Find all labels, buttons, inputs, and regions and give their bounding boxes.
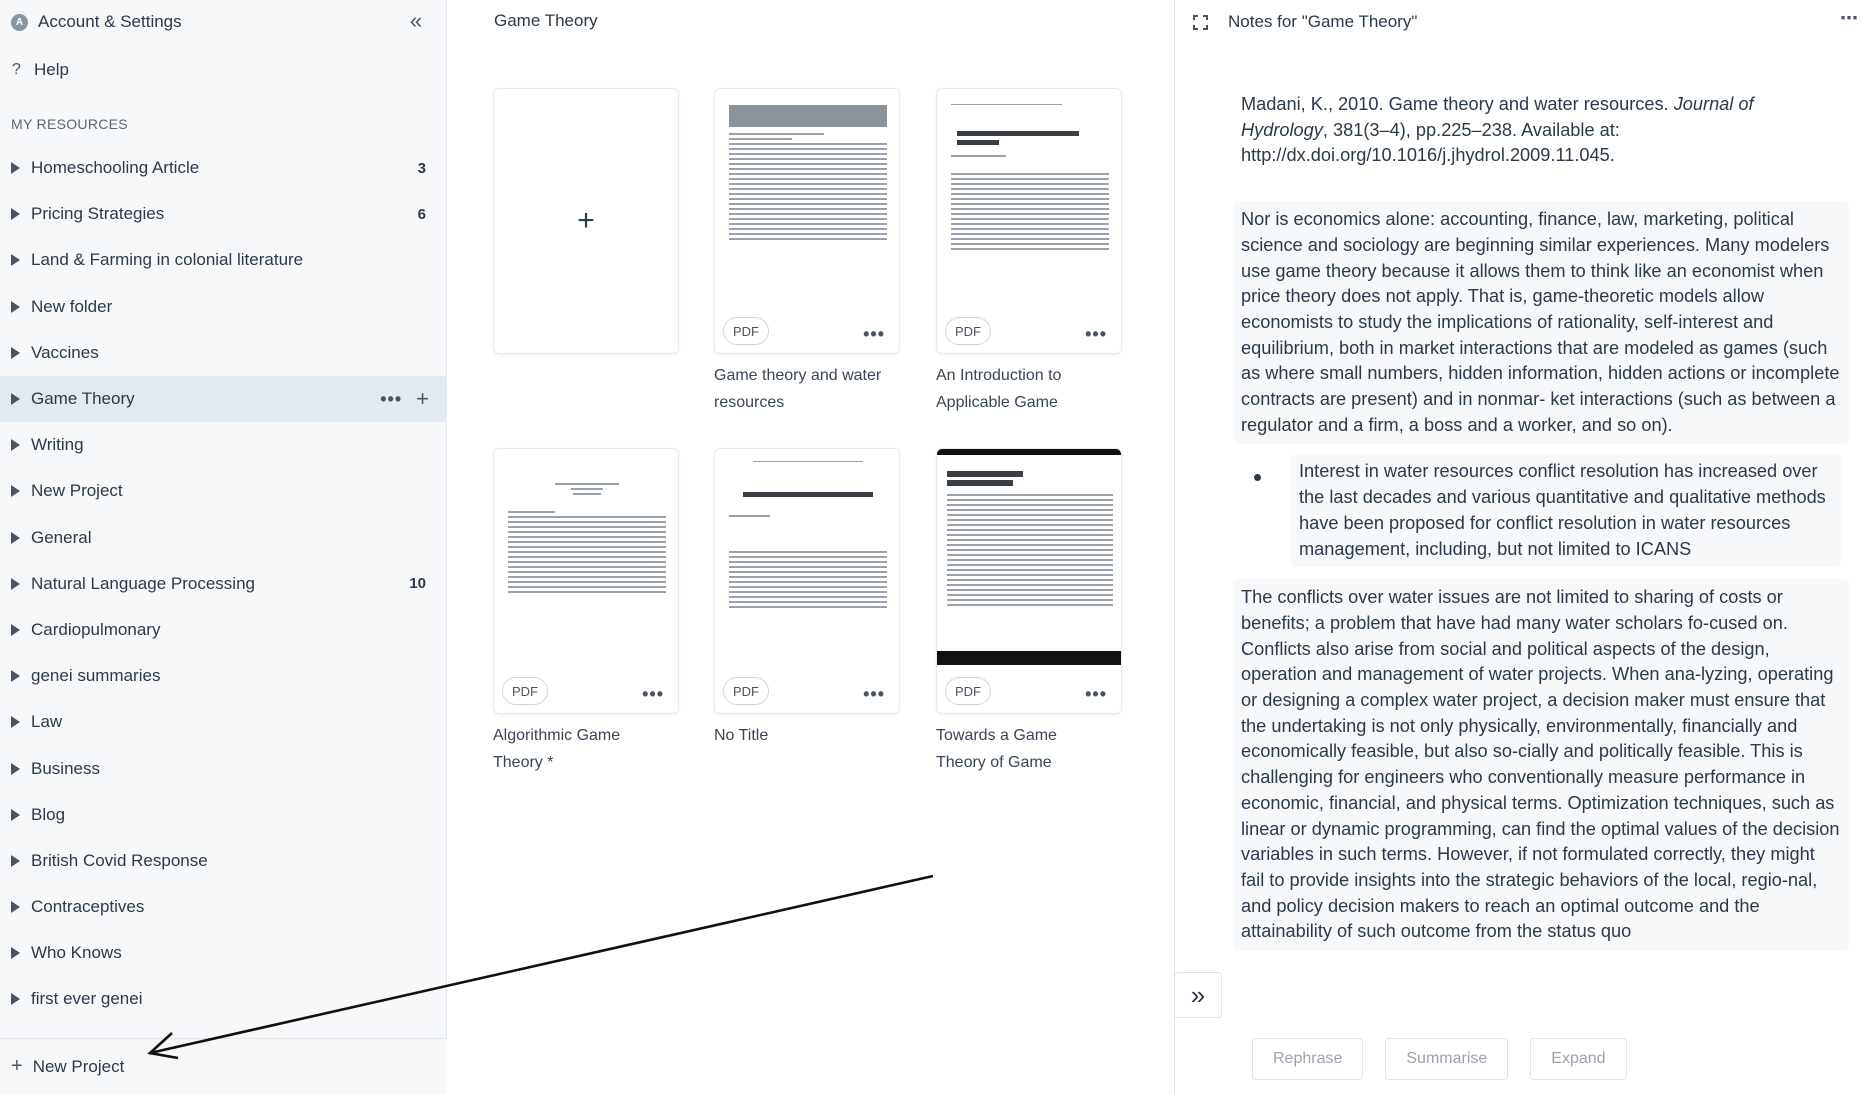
caret-right-icon[interactable] (11, 162, 20, 174)
pdf-badge: PDF (502, 677, 548, 705)
help-label: Help (34, 60, 69, 79)
notes-more-options-icon[interactable]: ⋯ (1840, 8, 1858, 28)
note-actions (1252, 1038, 1627, 1080)
caret-right-icon[interactable] (11, 763, 20, 775)
new-project-button[interactable] (0, 1038, 447, 1094)
more-options-icon[interactable]: ••• (863, 324, 885, 344)
folder-label: New Project (31, 481, 123, 501)
folder-item[interactable] (0, 838, 447, 884)
pdf-badge: PDF (723, 317, 769, 345)
folder-label: first ever genei (31, 989, 143, 1009)
citation-text: , 381(3–4), pp.225–238. Available at: http://dx.doi.org/10.1016/j.jhydrol.2009.11.045. (1241, 119, 1620, 166)
help-row[interactable] (0, 52, 69, 88)
help-icon: ? (12, 61, 21, 78)
folder-label: British Covid Response (31, 850, 208, 870)
more-options-icon[interactable]: ••• (1085, 324, 1107, 344)
folder-item-selected[interactable] (0, 376, 447, 422)
folder-count: 3 (417, 159, 426, 177)
caret-right-icon[interactable] (11, 624, 20, 636)
document-title-line: No Title (714, 727, 769, 744)
fullscreen-icon[interactable] (1193, 15, 1208, 30)
document-grid-panel (448, 0, 1174, 1094)
pdf-page-preview (937, 89, 1122, 321)
document-title[interactable] (493, 722, 693, 776)
folder-item[interactable] (0, 653, 447, 699)
folder-label: genei summaries (31, 666, 161, 686)
folder-label: Homeschooling Article (31, 158, 200, 178)
document-thumbnail[interactable] (714, 88, 900, 354)
folder-item[interactable] (0, 145, 447, 191)
folder-label: Who Knows (31, 943, 122, 963)
caret-right-icon[interactable] (11, 254, 20, 266)
folder-item[interactable] (0, 607, 447, 653)
document-card[interactable] (936, 448, 1122, 714)
document-thumbnail[interactable] (936, 88, 1122, 354)
new-project-label: New Project (32, 1056, 125, 1076)
thumbnail-footer (715, 673, 899, 713)
bullet-note (1241, 454, 1841, 567)
caret-right-icon[interactable] (11, 855, 20, 867)
sidebar (0, 0, 447, 1094)
caret-right-icon[interactable] (11, 393, 20, 405)
folder-item[interactable] (0, 191, 447, 237)
folder-item[interactable] (0, 561, 447, 607)
pdf-page-preview (715, 89, 900, 321)
folder-label: Natural Language Processing (31, 573, 255, 593)
plus-icon: + (11, 1055, 23, 1077)
thumbnail-footer (937, 673, 1121, 713)
notes-content[interactable] (1241, 92, 1841, 951)
document-card[interactable] (714, 448, 900, 714)
caret-right-icon[interactable] (11, 993, 20, 1005)
folder-count: 10 (409, 575, 426, 593)
citation-journal: Journal of Hydrology (1241, 94, 1754, 140)
summarise-button[interactable]: Summarise (1385, 1038, 1508, 1080)
document-title-line: Applicable Game (936, 394, 1058, 411)
caret-right-icon[interactable] (11, 901, 20, 913)
more-options-icon[interactable]: ••• (863, 684, 885, 704)
folder-count: 6 (417, 205, 426, 223)
pdf-badge: PDF (945, 317, 991, 345)
add-document-card[interactable] (493, 88, 679, 354)
more-options-icon[interactable]: ••• (380, 388, 403, 409)
caret-right-icon[interactable] (11, 301, 20, 313)
document-title[interactable] (714, 362, 914, 416)
caret-right-icon[interactable] (11, 347, 20, 359)
pdf-page-preview (494, 449, 679, 681)
folder-label: Pricing Strategies (31, 204, 165, 224)
folder-label: Land & Farming in colonial literature (31, 250, 304, 270)
caret-right-icon[interactable] (11, 947, 20, 959)
caret-right-icon[interactable] (11, 208, 20, 220)
document-card[interactable] (714, 88, 900, 354)
my-resources-heading: MY RESOURCES (11, 116, 128, 132)
folder-label: Law (31, 712, 63, 732)
document-thumbnail[interactable] (936, 448, 1122, 714)
more-options-icon[interactable]: ••• (1085, 684, 1107, 704)
account-avatar-icon: A (11, 14, 28, 31)
add-icon[interactable]: + (416, 386, 429, 412)
document-title-line: Theory of Game (936, 754, 1052, 771)
folder-label: Vaccines (31, 342, 99, 362)
collapse-sidebar-icon[interactable]: « (409, 8, 423, 33)
expand-panel-icon[interactable]: » (1174, 972, 1222, 1018)
pdf-badge: PDF (945, 677, 991, 705)
folder-item[interactable] (0, 330, 447, 376)
folder-item[interactable] (0, 792, 447, 838)
folder-item[interactable] (0, 422, 447, 468)
document-title-line: Theory * (493, 754, 554, 771)
content-fade (1240, 1000, 1864, 1040)
document-title[interactable] (714, 722, 914, 749)
note-block[interactable]: The conflicts over water issues are not limited to sharing of costs or benefits; a problem that have had many water scholars fo-cused on. Conflicts also arise from social and political aspects of the design, operation and management of water projects. When ana-lyzing, operating or designing a complex water project, a decision maker must ensure that the undertaking is not only physically, environmentally, financially and economically feasible, but also so-cially and politically feasible. This is challenging for engineers who conventionally measure performance in economic, financial, and physical terms. Optimization techniques, such as linear or dynamic programming, can find the optimal values of the decision variables in such terms. However, if not formulated correctly, they might fail to provide insights into the strategic behaviors of the local, regio-nal, and policy decision makers to reach an optimal outcome and the attainability of such outcome from the status quo (1233, 579, 1849, 951)
caret-right-icon[interactable] (11, 485, 20, 497)
note-block[interactable]: Nor is economics alone: accounting, finance, law, marketing, political science and sociology are beginning similar experiences. Many modelers use game theory because it allows them to think like an economist when price theory does not apply. That is, game-theoretic models allow economists to study the implications of rationality, self-interest and equilibrium, both in market interactions that are modeled as games (such as where small numbers, hidden information, hidden actions or incomplete contracts are present) and in nonmar- ket interactions (such as between a regulator and a firm, a boss and a worker, and so on). (1233, 201, 1849, 444)
folder-label: Game Theory (31, 389, 135, 409)
expand-button[interactable]: Expand (1530, 1038, 1626, 1080)
document-card[interactable] (493, 448, 679, 714)
folder-label: Blog (31, 804, 66, 824)
caret-right-icon[interactable] (11, 809, 20, 821)
notes-title: Notes for "Game Theory" (1228, 12, 1418, 31)
rephrase-button[interactable]: Rephrase (1252, 1038, 1363, 1080)
folder-item[interactable] (0, 515, 447, 561)
plus-icon: + (577, 204, 595, 237)
folder-item[interactable] (0, 884, 447, 930)
folder-label: Cardiopulmonary (31, 619, 161, 639)
document-title-line: resources (714, 394, 785, 411)
document-title-line: Algorithmic Game (493, 727, 621, 744)
caret-right-icon[interactable] (11, 439, 20, 451)
document-title-line: Towards a Game (936, 727, 1057, 744)
thumbnail-footer (494, 673, 678, 713)
folder-label: General (31, 527, 92, 547)
citation-text: Madani, K., 2010. Game theory and water resources. (1241, 94, 1674, 114)
account-settings-label: Account & Settings (38, 12, 182, 31)
document-thumbnail[interactable] (493, 448, 679, 714)
document-card[interactable] (936, 88, 1122, 354)
document-title[interactable] (936, 362, 1136, 416)
document-title-line: An Introduction to (936, 367, 1062, 384)
folder-item[interactable] (0, 745, 447, 791)
note-block[interactable]: Interest in water resources conflict resolution has increased over the last decades and various quantitative and qualitative methods have been proposed for conflict resolution in water resources management, including, but not limited to ICANS (1291, 454, 1841, 567)
caret-right-icon[interactable] (11, 532, 20, 544)
folder-tree (0, 145, 447, 1023)
notes-header (1175, 0, 1864, 44)
folder-label: Business (31, 758, 100, 778)
folder-item[interactable] (0, 699, 447, 745)
caret-right-icon[interactable] (11, 670, 20, 682)
breadcrumb: Game Theory (494, 11, 598, 30)
document-title-line: Game theory and water (714, 367, 882, 384)
notes-panel (1174, 0, 1864, 1094)
document-thumbnail[interactable] (714, 448, 900, 714)
folder-item[interactable] (0, 976, 447, 1022)
folder-item[interactable] (0, 930, 447, 976)
document-title[interactable] (936, 722, 1136, 776)
folder-label: New folder (31, 296, 113, 316)
caret-right-icon[interactable] (11, 578, 20, 590)
caret-right-icon[interactable] (11, 716, 20, 728)
more-options-icon[interactable]: ••• (642, 684, 664, 704)
pdf-page-preview (937, 449, 1122, 681)
folder-item[interactable] (0, 284, 447, 330)
folder-label: Writing (31, 435, 84, 455)
citation-note (1241, 92, 1841, 169)
pdf-page-preview (715, 449, 900, 681)
folder-label: Contraceptives (31, 897, 145, 917)
thumbnail-footer (937, 313, 1121, 353)
pdf-badge: PDF (723, 677, 769, 705)
folder-row-actions (380, 386, 429, 412)
folder-item[interactable] (0, 237, 447, 283)
account-settings-row[interactable] (0, 0, 447, 44)
bullet-icon (1254, 474, 1261, 481)
thumbnail-footer (715, 313, 899, 353)
folder-item[interactable] (0, 468, 447, 514)
